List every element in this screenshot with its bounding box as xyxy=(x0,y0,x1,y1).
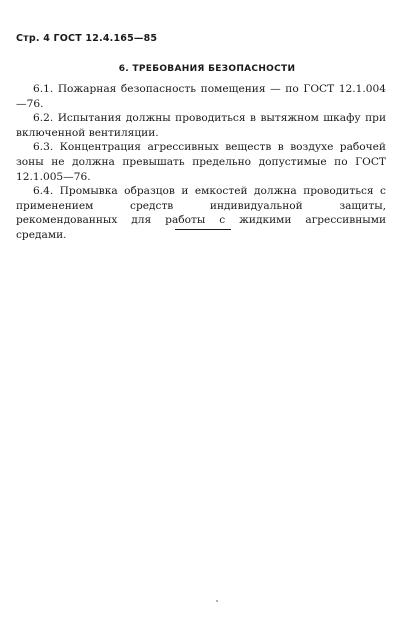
section-title: 6. ТРЕБОВАНИЯ БЕЗОПАСНОСТИ xyxy=(118,64,296,74)
paragraph-6-2: 6.2. Испытания должны проводиться в вытяжном шкафу при включенной вентиляции. xyxy=(16,112,386,139)
section-body xyxy=(16,82,386,243)
running-header: Стр. 4 ГОСТ 12.4.165—85 xyxy=(16,33,158,44)
paragraph-6-4: 6.4. Промывка образцов и емкостей должна проводиться с применением средств индивидуальной защиты, рекомендованных для работы с жидкими агрессивными средами. xyxy=(16,185,386,241)
paragraph-6-1: 6.1. Пожарная безопасность помещения — по ГОСТ 12.1.004—76. xyxy=(16,83,386,110)
paragraph-6-3: 6.3. Концентрация агрессивных веществ в воздухе рабочей зоны не должна превышать предельно допустимые по ГОСТ 12.1.005—76. xyxy=(16,141,386,183)
end-of-section-rule xyxy=(175,229,231,230)
scan-speck xyxy=(216,600,218,602)
